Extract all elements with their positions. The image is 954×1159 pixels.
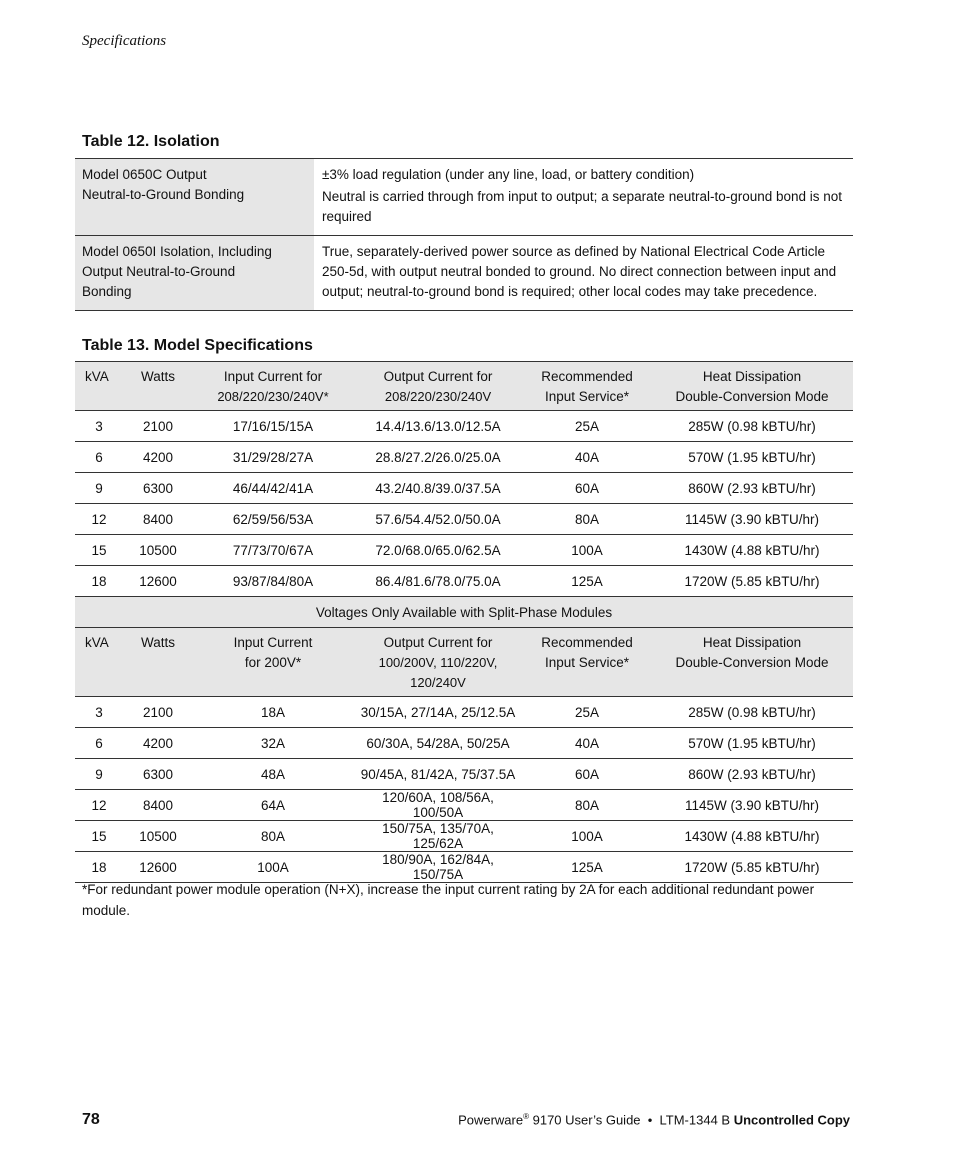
- table-row: [75, 759, 853, 790]
- banner-row: [75, 597, 853, 628]
- header-line: Double-Conversion Mode: [675, 389, 829, 404]
- cell-input-current: 93/87/84/80A: [193, 566, 353, 597]
- cell-recommended-service: 40A: [523, 442, 651, 473]
- header-row: [75, 628, 853, 697]
- cell-recommended-service: 100A: [523, 821, 651, 852]
- brand-name: Powerware: [458, 1112, 524, 1128]
- cell-heat-dissipation: 860W (2.93 kBTU/hr): [651, 473, 853, 504]
- running-header: Specifications: [82, 33, 167, 49]
- cell-watts: 2100: [123, 697, 193, 728]
- cell-output-current: 86.4/81.6/78.0/75.0A: [353, 566, 523, 597]
- cell-output-current: 60/30A, 54/28A, 50/25A: [353, 728, 523, 759]
- cell-output-current: 28.8/27.2/26.0/25.0A: [353, 442, 523, 473]
- cell-recommended-service: 60A: [523, 759, 651, 790]
- cell-watts: 6300: [123, 759, 193, 790]
- cell-recommended-service: 125A: [523, 566, 651, 597]
- guide-title: 9170 User’s Guide • LTM-1344 B: [529, 1112, 734, 1128]
- cell-output-current: 72.0/68.0/65.0/62.5A: [353, 535, 523, 566]
- header-line: Heat Dissipation: [702, 635, 802, 650]
- cell-kva: 15: [75, 535, 123, 566]
- cell-watts: 8400: [123, 504, 193, 535]
- cell-input-current: 31/29/28/27A: [193, 442, 353, 473]
- cell-kva: 15: [75, 821, 123, 852]
- cell-kva: 12: [75, 504, 123, 535]
- col-kva: kVA: [75, 628, 123, 697]
- row-description: [314, 159, 853, 236]
- cell-output-current: 150/75A, 135/70A, 125/62A: [353, 821, 523, 852]
- cell-heat-dissipation: 1145W (3.90 kBTU/hr): [651, 790, 853, 821]
- page-number: 78: [82, 1111, 100, 1128]
- cell-watts: 2100: [123, 411, 193, 442]
- cell-heat-dissipation: 860W (2.93 kBTU/hr): [651, 759, 853, 790]
- cell-heat-dissipation: 1430W (4.88 kBTU/hr): [651, 535, 853, 566]
- label-line: Neutral-to-Ground Bonding: [82, 187, 245, 202]
- page-footer: [458, 1112, 850, 1127]
- table-row: [75, 504, 853, 535]
- header-line: Output Current for: [383, 635, 493, 650]
- cell-output-current: 43.2/40.8/39.0/37.5A: [353, 473, 523, 504]
- model-specifications-table: [75, 361, 853, 883]
- cell-watts: 4200: [123, 442, 193, 473]
- cell-input-current: 18A: [193, 697, 353, 728]
- header-line: 208/220/230/240V: [384, 389, 492, 404]
- cell-kva: 18: [75, 566, 123, 597]
- cell-input-current: 46/44/42/41A: [193, 473, 353, 504]
- table-row: [75, 852, 853, 883]
- table-row: [75, 535, 853, 566]
- cell-watts: 4200: [123, 728, 193, 759]
- table-row: [75, 236, 853, 311]
- cell-heat-dissipation: 570W (1.95 kBTU/hr): [651, 728, 853, 759]
- cell-kva: 3: [75, 697, 123, 728]
- description-paragraph: ±3% load regulation (under any line, load, or battery condition): [322, 167, 695, 182]
- table-row: [75, 728, 853, 759]
- cell-recommended-service: 80A: [523, 790, 651, 821]
- cell-kva: 12: [75, 790, 123, 821]
- header-line: Heat Dissipation: [702, 369, 802, 384]
- cell-output-current: 90/45A, 81/42A, 75/37.5A: [353, 759, 523, 790]
- table-row: [75, 821, 853, 852]
- cell-output-current: 120/60A, 108/56A, 100/50A: [353, 790, 523, 821]
- cell-kva: 6: [75, 442, 123, 473]
- label-line: Output Neutral-to-Ground: [82, 264, 236, 279]
- header-line: for 200V*: [244, 655, 302, 670]
- col-input-current: [193, 628, 353, 697]
- table-row: [75, 790, 853, 821]
- header-line: 208/220/230/240V*: [217, 389, 329, 404]
- header-line: Input Service*: [544, 655, 630, 670]
- col-watts: Watts: [123, 362, 193, 411]
- description-paragraph: Neutral is carried through from input to output; a separate neutral-to-ground bond is not required: [322, 189, 843, 224]
- table-row: [75, 697, 853, 728]
- table-row: [75, 411, 853, 442]
- col-recommended-service: [523, 628, 651, 697]
- cell-output-current: 57.6/54.4/52.0/50.0A: [353, 504, 523, 535]
- cell-heat-dissipation: 1720W (5.85 kBTU/hr): [651, 566, 853, 597]
- cell-watts: 12600: [123, 566, 193, 597]
- header-line: Output Current for: [383, 369, 493, 384]
- cell-heat-dissipation: 1145W (3.90 kBTU/hr): [651, 504, 853, 535]
- cell-input-current: 100A: [193, 852, 353, 883]
- cell-watts: 10500: [123, 535, 193, 566]
- footnote: *For redundant power module operation (N+X), increase the input current rating by 2A for each additional redundant power module.: [82, 882, 815, 918]
- header-line: Recommended: [541, 635, 633, 650]
- isolation-table: [75, 158, 853, 311]
- cell-kva: 9: [75, 759, 123, 790]
- header-row: [75, 362, 853, 411]
- row-label: [75, 236, 314, 311]
- col-heat-dissipation: [651, 362, 853, 411]
- cell-heat-dissipation: 570W (1.95 kBTU/hr): [651, 442, 853, 473]
- cell-output-current: 14.4/13.6/13.0/12.5A: [353, 411, 523, 442]
- cell-heat-dissipation: 285W (0.98 kBTU/hr): [651, 697, 853, 728]
- cell-input-current: 48A: [193, 759, 353, 790]
- description-paragraph: True, separately-derived power source as defined by National Electrical Code Article 250-5d, with output neutral bonded to ground. No direct connection between input and output; neutral-to-ground bond is required; other local codes may take precedence.: [322, 244, 837, 299]
- uncontrolled-copy-label: Uncontrolled Copy: [733, 1112, 850, 1128]
- col-kva: kVA: [75, 362, 123, 411]
- cell-input-current: 80A: [193, 821, 353, 852]
- header-line: 100/200V, 110/220V, 120/240V: [378, 655, 498, 690]
- cell-recommended-service: 60A: [523, 473, 651, 504]
- cell-heat-dissipation: 1720W (5.85 kBTU/hr): [651, 852, 853, 883]
- cell-recommended-service: 25A: [523, 411, 651, 442]
- cell-recommended-service: 40A: [523, 728, 651, 759]
- col-input-current: [193, 362, 353, 411]
- col-recommended-service: [523, 362, 651, 411]
- table-row: [75, 442, 853, 473]
- table12-caption: Table 12. Isolation: [82, 133, 220, 150]
- cell-recommended-service: 25A: [523, 697, 651, 728]
- table-row: [75, 473, 853, 504]
- cell-watts: 10500: [123, 821, 193, 852]
- label-line: Model 0650I Isolation, Including: [82, 244, 272, 259]
- col-heat-dissipation: [651, 628, 853, 697]
- row-description: [314, 236, 853, 311]
- split-phase-banner: Voltages Only Available with Split-Phase Modules: [75, 597, 853, 628]
- header-line: Input Current for: [223, 369, 323, 384]
- cell-kva: 6: [75, 728, 123, 759]
- header-line: Double-Conversion Mode: [675, 655, 829, 670]
- table-row: [75, 159, 853, 236]
- label-line: Bonding: [82, 284, 132, 299]
- cell-heat-dissipation: 285W (0.98 kBTU/hr): [651, 411, 853, 442]
- cell-watts: 12600: [123, 852, 193, 883]
- cell-output-current: 180/90A, 162/84A, 150/75A: [353, 852, 523, 883]
- cell-input-current: 17/16/15/15A: [193, 411, 353, 442]
- col-output-current: [353, 628, 523, 697]
- table-row: [75, 566, 853, 597]
- cell-input-current: 62/59/56/53A: [193, 504, 353, 535]
- header-line: Input Current: [233, 635, 313, 650]
- cell-recommended-service: 80A: [523, 504, 651, 535]
- cell-input-current: 32A: [193, 728, 353, 759]
- cell-watts: 8400: [123, 790, 193, 821]
- cell-kva: 3: [75, 411, 123, 442]
- header-line: Input Service*: [544, 389, 630, 404]
- table13-caption: Table 13. Model Specifications: [82, 337, 313, 354]
- cell-heat-dissipation: 1430W (4.88 kBTU/hr): [651, 821, 853, 852]
- cell-kva: 18: [75, 852, 123, 883]
- cell-recommended-service: 125A: [523, 852, 651, 883]
- cell-kva: 9: [75, 473, 123, 504]
- label-line: Model 0650C Output: [82, 167, 207, 182]
- cell-recommended-service: 100A: [523, 535, 651, 566]
- cell-input-current: 77/73/70/67A: [193, 535, 353, 566]
- cell-output-current: 30/15A, 27/14A, 25/12.5A: [353, 697, 523, 728]
- col-output-current: [353, 362, 523, 411]
- col-watts: Watts: [123, 628, 193, 697]
- registered-mark: ®: [523, 1112, 529, 1121]
- header-line: Recommended: [541, 369, 633, 384]
- row-label: [75, 159, 314, 236]
- cell-input-current: 64A: [193, 790, 353, 821]
- cell-watts: 6300: [123, 473, 193, 504]
